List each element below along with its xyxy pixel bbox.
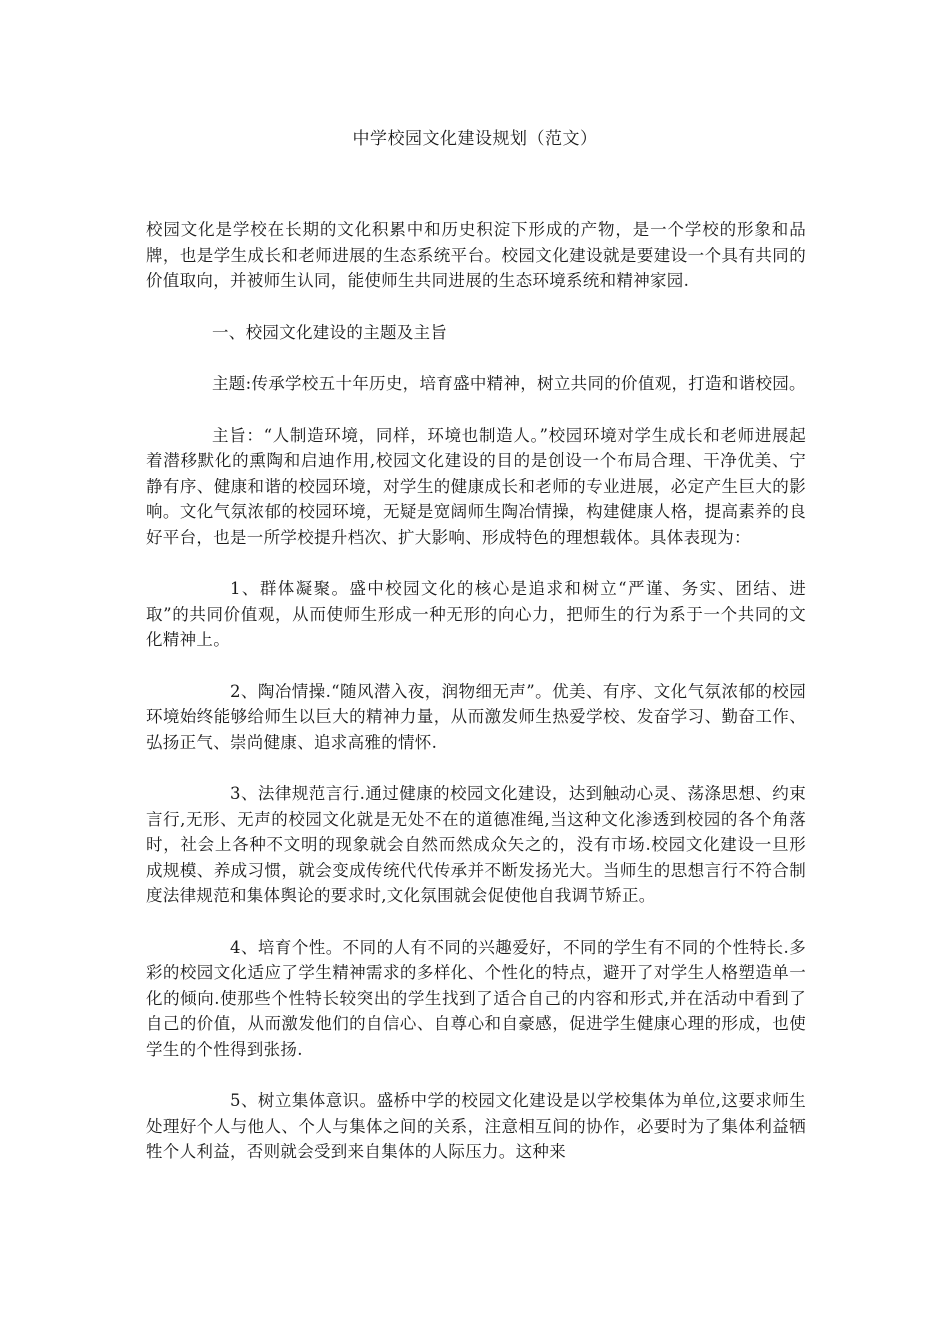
document-body	[146, 217, 806, 1191]
list-item-cultivate-individuality: 4、培育个性。不同的人有不同的兴趣爱好，不同的学生有不同的个性特长.多彩的校园文化适应了学生精神需求的多样化、个性化的特点，避开了对学生人格塑造单一化的倾向.使那些个性特长较突出的学生找到了适合自己的内容和形式,并在活动中看到了自己的价值，从而激发他们的自信心、自尊心和自豪感，促进学生健康心理的形成，也使学生的个性得到张扬.	[146, 937, 806, 1059]
list-item-cultivate-sentiment: 2、陶冶情操.“随风潜入夜，润物细无声”。优美、有序、文化气氛浓郁的校园环境始终能够给师生以巨大的精神力量，从而激发师生热爱学校、发奋学习、勤奋工作、弘扬正气、崇尚健康、追求高雅的情怀.	[146, 681, 806, 752]
list-item-group-cohesion: 1、群体凝聚。盛中校园文化的核心是追求和树立“严谨、务实、团结、进取”的共同价值观，从而使师生形成一种无形的向心力，把师生的行为系于一个共同的文化精神上。	[146, 579, 806, 649]
section-heading: 一、校园文化建设的主题及主旨	[212, 322, 448, 342]
document-title: 中学校园文化建设规划（范文）	[352, 129, 598, 149]
list-item-regulate-conduct: 3、法律规范言行.通过健康的校园文化建设，达到触动心灵、荡涤思想、约束言行,无形、无声的校园文化就是无处不在的道德准绳,当这种文化渗透到校园的各个角落时，社会上各种不文明的现象就会自然而然成众矢之的，没有市场.校园文化建设一旦形成规模、养成习惯，就会变成传统代代传承并不断发扬光大。当师生的思想言行不符合制度法律规范和集体舆论的要求时,文化氛围就会促使他自我调节矫正。	[146, 784, 806, 905]
purpose-paragraph: 主旨：“人制造环境，同样，环境也制造人。”校园环境对学生成长和老师进展起着潜移默化的熏陶和启迪作用,校园文化建设的目的是创设一个布局合理、干净优美、宁静有序、健康和谐的校园环境，对学生的健康成长和老师的专业进展，必定产生巨大的影响。文化气氛浓郁的校园环境，无疑是宽阔师生陶冶情操，构建健康人格，提高素养的良好平台，也是一所学校提升档次、扩大影响、形成特色的理想载体。具体表现为：	[146, 425, 806, 547]
list-item-collective-awareness: 5、树立集体意识。盛桥中学的校园文化建设是以学校集体为单位,这要求师生处理好个人与他人、个人与集体之间的关系，注意相互间的协作，必要时为了集体利益牺牲个人利益，否则就会受到来自集体的人际压力。这种来	[146, 1091, 806, 1161]
theme-paragraph: 主题:传承学校五十年历史，培育盛中精神，树立共同的价值观，打造和谐校园。	[212, 374, 806, 393]
intro-paragraph: 校园文化是学校在长期的文化积累中和历史积淀下形成的产物，是一个学校的形象和品牌，也是学生成长和老师进展的生态系统平台。校园文化建设就是要建设一个具有共同的价值取向，并被师生认同，能使师生共同进展的生态环境系统和精神家园.	[146, 220, 806, 290]
